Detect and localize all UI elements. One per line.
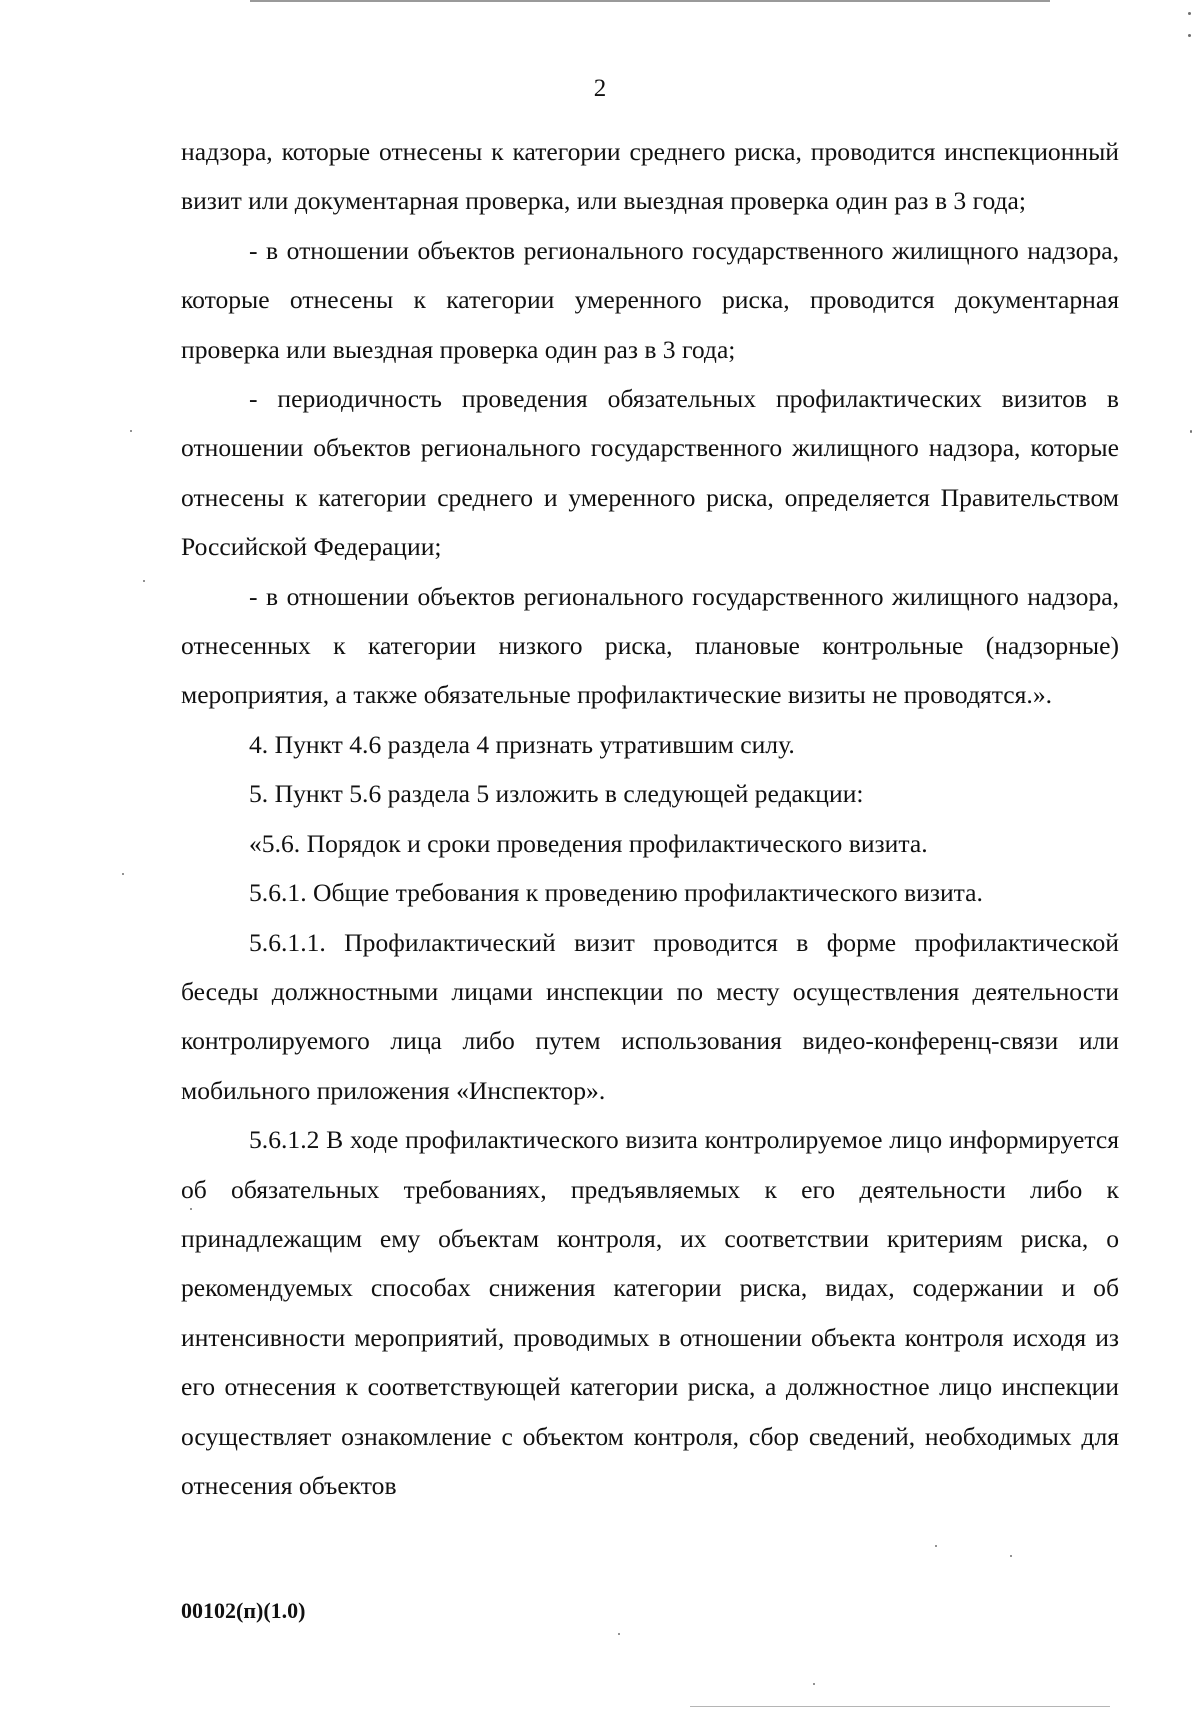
paragraph-7: «5.6. Порядок и сроки проведения профилактического визита. [249, 828, 928, 858]
scan-speck [130, 430, 132, 432]
scan-speck [190, 1208, 192, 1210]
scan-speck [1190, 430, 1192, 433]
scan-speck [935, 1545, 937, 1547]
scan-edge-line-top [250, 0, 1050, 2]
paragraph-2: - в отношении объектов регионального государственного жилищного надзора, которые отнесены к категории умеренного риска, проводится документарная проверка или выездная проверка один раз в 3 года; [181, 235, 1119, 364]
paragraph-3: - периодичность проведения обязательных профилактических визитов в отношении объектов регионального государственного жилищного надзора, которые отнесены к категории среднего и умеренного риска, определяется Правительством Российской Федерации; [181, 384, 1119, 562]
paragraph-1: надзора, которые отнесены к категории среднего риска, проводится инспекционный визит или документарная проверка, или выездная проверка один раз в 3 года; [181, 137, 1119, 216]
paragraph-6: 5. Пункт 5.6 раздела 5 изложить в следующей редакции: [249, 779, 864, 809]
document-body [181, 127, 1119, 1510]
scan-speck [618, 1633, 620, 1635]
scan-speck [143, 580, 145, 582]
paragraph-9: 5.6.1.1. Профилактический визит проводится в форме профилактической беседы должностными лицами инспекции по месту осуществления деятельности контролируемого лица либо путем использования видео-конференц-связи или мобильного приложения «Инспектор». [181, 927, 1119, 1105]
paragraph-4: - в отношении объектов регионального государственного жилищного надзора, отнесенных к категории низкого риска, плановые контрольные (надзорные) мероприятия, а также обязательные профилактические визиты не проводятся.». [181, 581, 1119, 710]
scan-speck [122, 873, 124, 875]
paragraph-10: 5.6.1.2 В ходе профилактического визита контролируемое лицо информируется об обязательных требованиях, предъявляемых к его деятельности либо к принадлежащим ему объектам контроля, их соответствии критериям риска, о рекомендуемых способах снижения категории риска, видах, содержании и об интенсивности мероприятий, проводимых в отношении объекта контроля исходя из его отнесения к соответствующей категории риска, а должностное лицо инспекции осуществляет ознакомление с объектом контроля, сбор сведений, необходимых для отнесения объектов [181, 1125, 1119, 1500]
paragraph-8: 5.6.1. Общие требования к проведению профилактического визита. [249, 878, 983, 908]
scan-speck [1188, 34, 1191, 37]
paragraph-5: 4. Пункт 4.6 раздела 4 признать утратившим силу. [249, 729, 795, 759]
page-number: 2 [593, 75, 607, 102]
scan-speck [1188, 12, 1191, 15]
document-code: 00102(п)(1.0) [181, 1598, 306, 1623]
scan-speck [813, 1683, 815, 1685]
scan-speck [1010, 1555, 1012, 1557]
scan-edge-line-bottom [690, 1706, 1110, 1707]
